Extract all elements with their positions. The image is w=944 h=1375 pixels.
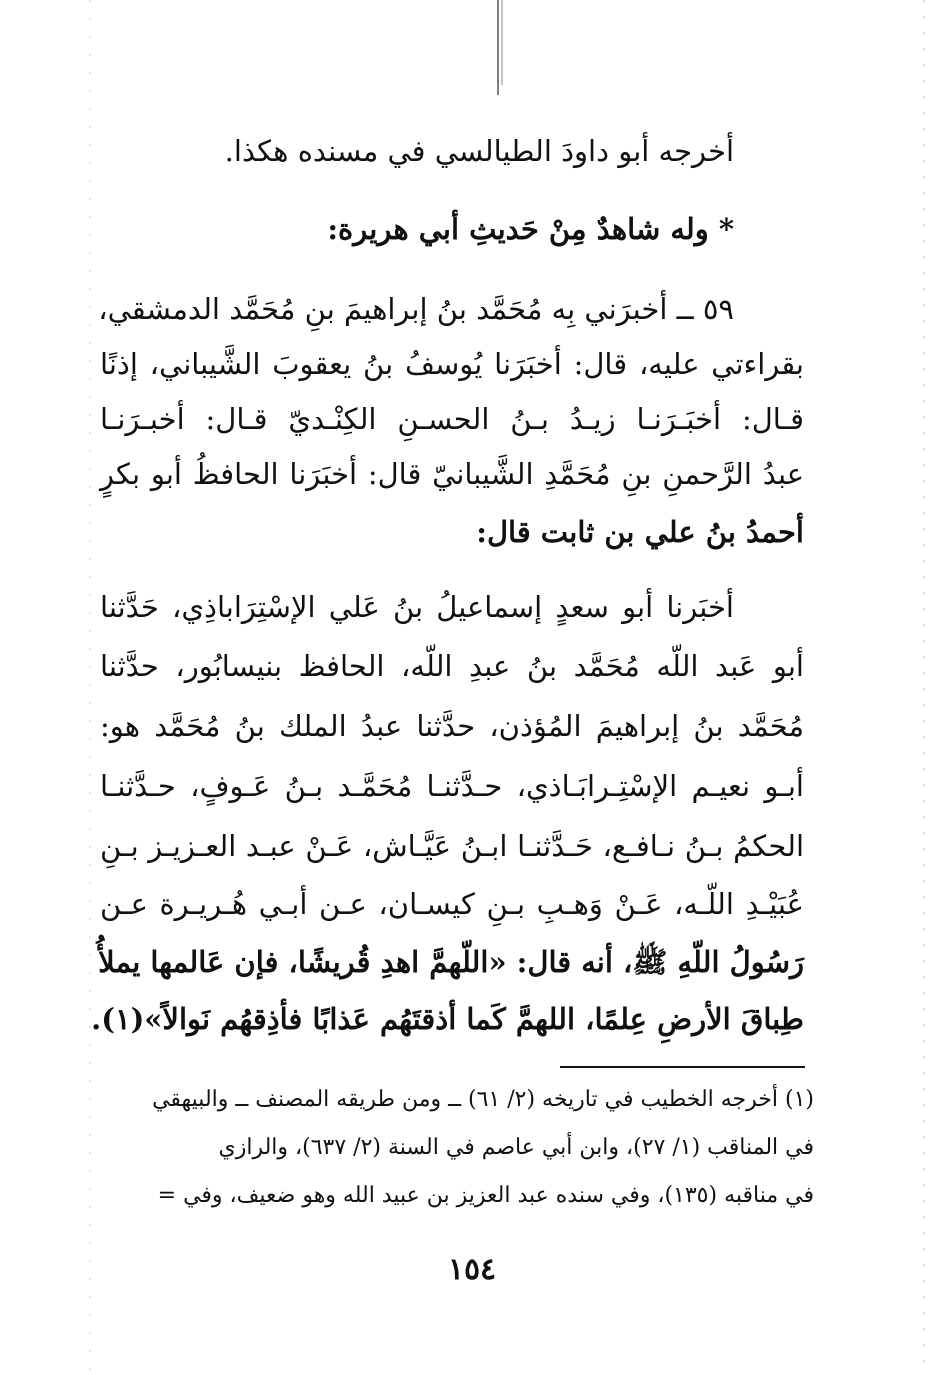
hadith-line-1: أخبَرنا أبو سعدٍ إسماعيلُ بنُ عَلي الإسْتِرَاباذِي، حَدَّثنا xyxy=(100,590,734,624)
hadith-line-6: عُبَيْـدِ اللّـه، عَـنْ وَهـبِ بـنِ كيسـان، عـن أبـي هُـريـرة عـن xyxy=(100,887,804,921)
hadith-line-5: الحكمُ بـنُ نـافـع، حَـدَّثنـا ابـنُ عَيَّـاش، عَـنْ عبـد العـزيـز بـنِ xyxy=(100,829,804,863)
isnad-line-2: بقراءتي عليه، قال: أخبَرَنا يُوسفُ بنُ يعقوبَ الشَّيباني، إذنًا xyxy=(100,347,804,381)
isnad-line-5: أحمدُ بنُ علي بن ثابت قال: xyxy=(476,515,804,549)
footnote-separator xyxy=(560,1066,805,1068)
isnad-line-1: ٥٩ ــ أخبرَني بِه مُحَمَّد بنُ إبراهيمَ بنِ مُحَمَّد الدمشقي، xyxy=(98,292,734,326)
hadith-line-2: أبو عَبد اللّه مُحَمَّد بنُ عبدِ اللّه، الحافظ بنيسابُور، حدَّثنا xyxy=(100,649,804,683)
intro-line: أخرجه أبو داودَ الطيالسي في مسنده هكذا. xyxy=(224,134,734,168)
footnote-line-2: في المناقب (١/ ٢٧)، وابن أبي عاصم في السنة (٢/ ٦٣٧)، والرازي xyxy=(218,1135,814,1160)
isnad-line-4: عبدُ الرَّحمنِ بنِ مُحَمَّدِ الشَّيبانيّ قال: أخبَرَنا الحافظُ أبو بكرٍ xyxy=(100,457,804,491)
hadith-line-3: مُحَمَّد بنُ إبراهيمَ المُؤذن، حدَّثنا عبدُ الملك بنُ مُحَمَّد هو: xyxy=(100,709,804,743)
hadith-line-4: أبـو نعيـم الإسْتِـرابَـاذي، حـدَّثنـا مُحَمَّـد بـنُ عَـوفٍ، حـدَّثنـا xyxy=(100,769,804,803)
witness-heading: * وله شاهدٌ مِنْ حَديثِ أبي هريرة: xyxy=(327,212,734,246)
page-number: ١٥٤ xyxy=(447,1252,497,1287)
footnote-line-1: (١) أخرجه الخطيب في تاريخه (٢/ ٦١) ــ ومن طريقه المصنف ــ والبيهقي xyxy=(152,1087,814,1112)
isnad-line-3: قـال: أخبَـرَنـا زيـدُ بـنُ الحسـنِ الكِنْـديّ قـال: أخبـرَنـا xyxy=(100,402,804,436)
hadith-line-7: رَسُولُ اللّهِ ﷺ، أنه قال: «اللّهمَّ اهدِ قُريشًا، فإن عَالمها يملأُ xyxy=(98,945,804,979)
hadith-line-8: طِباقَ الأرضِ عِلمًا، اللهمَّ كَما أذقتَهُم عَذابًا فأذِقهُم نَوالاً»(١). xyxy=(91,1002,804,1036)
footnote-line-3: في مناقبه (١٣٥)، وفي سنده عبد العزيز بن عبيد الله وهو ضعيف، وفي = xyxy=(157,1183,814,1208)
